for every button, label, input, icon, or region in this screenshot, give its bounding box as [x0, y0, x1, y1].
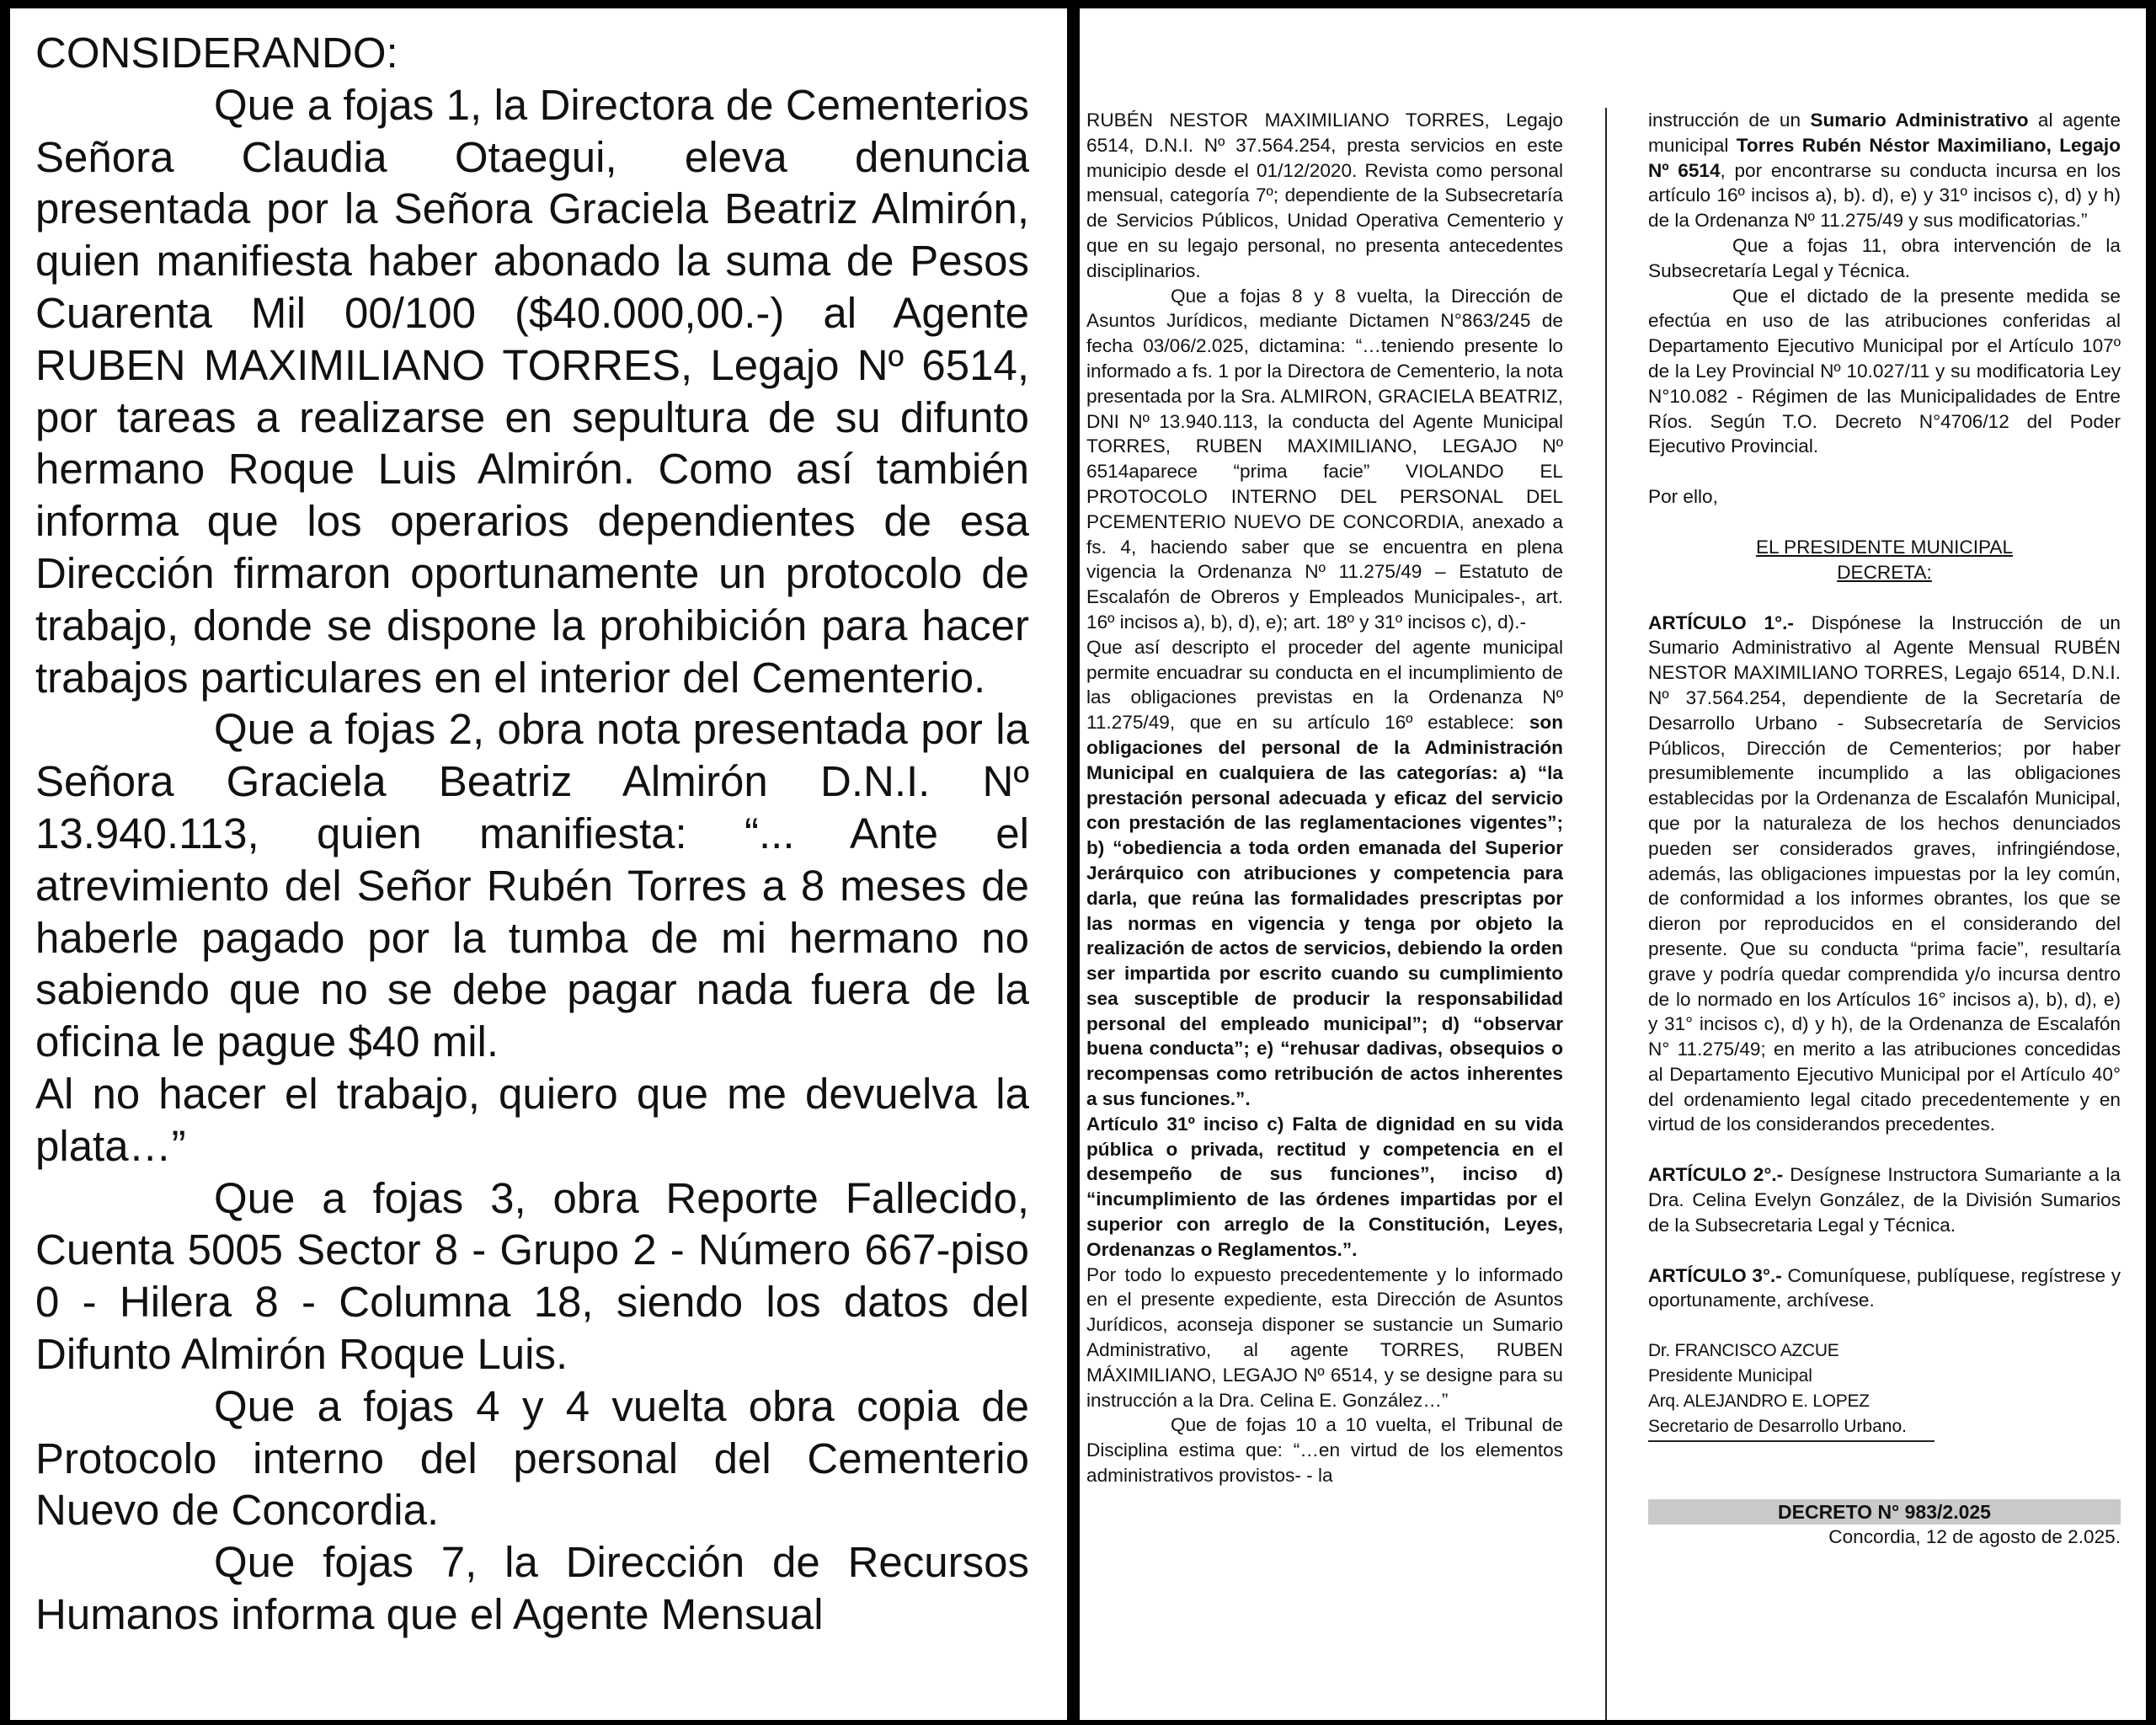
articulo-2-text: Desígnese Instructora Sumariante a la Dra. Celina Evelyn González, de la División Sumarios de la Subsecretaria Legal y Técnica.: [1648, 1164, 2121, 1236]
considerando-section: [35, 27, 1029, 1641]
mid-paragraph-3-bold: son obligaciones del personal de la Administración Municipal en cualquiera de las categorías: a) “la prestación personal adecuada y eficaz del servicio con prestación de las reglamentaciones vigentes”; b) “obediencia a toda orden emanada del Superior Jerárquico con atribuciones y competencia para darla, que reúna las formalidades prescriptas por las normas en vigencia y tenga por objeto la realización de actos de servicios, debiendo la orden ser impartida por escrito cuando su cumplimiento sea susceptible de producir la responsabilidad personal del empleado municipal”; d) “observar buena conducta”; e) “rehusar dadivas, obsequios o recompensas como retribución de actos inherentes a sus funciones.”.: [1086, 712, 1563, 1110]
articulo-1: [1648, 611, 2121, 1138]
considerando-paragraph-1: Que a fojas 1, la Directora de Cementerios Señora Claudia Otaegui, eleva denuncia presentada por la Señora Graciela Beatriz Almirón, quien manifiesta haber abonado la suma de Pesos Cuarenta Mil 00/100 ($40.000,00.-) al Agente RUBEN MAXIMILIANO TORRES, Legajo Nº 6514, por tareas a realizarse en sepultura de su difunto hermano Roque Luis Almirón. Como así también informa que los operarios dependientes de esa Dirección firmaron oportunamente un protocolo de trabajo, donde se dispone la prohibición para hacer trabajos particulares en el interior del Cementerio.: [35, 80, 1029, 702]
articulo-1-label: ARTÍCULO 1°.-: [1648, 611, 1794, 633]
considerando-paragraph-2: Que a fojas 2, obra nota presentada por la Señora Graciela Beatriz Almirón D.N.I. Nº 13.940.113, quien manifiesta: “... Ante el atrevimiento del Señor Rubén Torres a 8 meses de haberle pagado por la tumba de mi hermano no sabiendo que no se debe pagar nada fuera de la oficina le pague $40 mil.: [35, 705, 1029, 1066]
mid-paragraph-5: Por todo lo expuesto precedentemente y lo informado en el presente expediente, esta Dirección de Asuntos Jurídicos, aconseja disponer se sustancie un Sumario Administrativo, al agente TORRES, RUBEN MÁXIMILIANO, LEGAJO Nº 6514, y se designe para su instrucción a la Dra. Celina E. González…”: [1086, 1263, 1563, 1411]
column-divider: [1605, 108, 1607, 1720]
decree-number: DECRETO N° 983/2.025: [1648, 1499, 2121, 1525]
considerando-quote-end: Al no hacer el trabajo, quiero que me devuelva la plata…”: [35, 1069, 1029, 1170]
signature-2-role: Secretario de Desarrollo Urbano.: [1648, 1416, 1907, 1436]
por-ello: Por ello,: [1648, 486, 1718, 508]
mid-paragraph-6: Que de fojas 10 a 10 vuelta, el Tribunal de Disciplina estima que: “…en virtud de los elementos administrativos provistos- - la: [1086, 1414, 1563, 1487]
right-paragraph-3: Que el dictado de la presente medida se efectúa en uso de las atribuciones conferidas al Departamento Ejecutivo Municipal por el Artículo 107º de la Ley Provincial Nº 10.027/11 y su modificatoria Ley N°10.082 - Régimen de las Municipalidades de Entre Ríos. Según T.O. Decreto N°4706/12 del Poder Ejecutivo Provincial.: [1648, 285, 2121, 457]
articulo-3-text: Comuníquese, publíquese, regístrese y oportunamente, archívese.: [1648, 1264, 2121, 1311]
articulo-3: [1648, 1263, 2121, 1314]
right-page: [1080, 8, 2146, 1720]
right-p1-bold-b: Sumario Administrativo: [1810, 109, 2029, 131]
presidente-heading: EL PRESIDENTE MUNICIPAL: [1755, 536, 2014, 558]
articulo-2: [1648, 1162, 2121, 1237]
right-p1-bold-d: Torres Rubén Néstor Maximiliano, Legajo Nº 6514: [1648, 134, 2121, 181]
decreta-heading: DECRETA:: [1837, 561, 1932, 583]
articulo-3-label: ARTÍCULO 3°.-: [1648, 1264, 1782, 1286]
considerando-paragraph-4: Que a fojas 4 y 4 vuelta obra copia de Protocolo interno del personal del Cementerio Nuevo de Concordia.: [35, 1381, 1029, 1535]
right-paragraph-2: Que a fojas 11, obra intervención de la Subsecretaría Legal y Técnica.: [1648, 234, 2121, 281]
right-paragraph-1: [1648, 108, 2121, 233]
right-p1-text-c: al agente municipal: [1648, 109, 2121, 156]
left-page: [10, 8, 1067, 1720]
mid-paragraph-1: RUBÉN NESTOR MAXIMILIANO TORRES, Legajo 6514, D.N.I. Nº 37.564.254, presta servicios en este municipio desde el 01/12/2020. Revista como personal mensual, categoría 7º; dependiente de la Subsecretaría de Servicios Públicos, Unidad Operativa Cementerio y que en su legajo personal, no presenta antecedentes disciplinarios.: [1086, 109, 1563, 281]
middle-column: [1086, 108, 1563, 1488]
right-p1-text-a: instrucción de un: [1648, 109, 1811, 131]
signature-1-name: Dr. FRANCISCO AZCUE: [1648, 1341, 1839, 1361]
articulo-31-text: Artículo 31º inciso c) Falta de dignidad en su vida pública o privada, rectitud y competencia en el desempeño de sus funciones”, inciso d) “incumplimiento de las órdenes impartidas por el superior con arreglo de la Constitución, Leyes, Ordenanzas o Reglamentos.”.: [1086, 1113, 1563, 1260]
signatures: [1648, 1338, 2121, 1442]
right-p1-text-e: , por encontrarse su conducta incursa en los artículo 16º incisos a), b). d), e) y 31º incisos c), d) y h) de la Ordenanza Nº 11.275/49 y sus modificatorias.”: [1648, 159, 2121, 232]
articulo-2-label: ARTÍCULO 2°.-: [1648, 1164, 1784, 1186]
right-column: [1648, 108, 2121, 1550]
considerando-paragraph-3: Que a fojas 3, obra Reporte Fallecido, Cuenta 5005 Sector 8 - Grupo 2 - Número 667-piso 0 - Hilera 8 - Columna 18, siendo los datos del Difunto Almirón Roque Luis.: [35, 1173, 1029, 1378]
signature-2-name: Arq. ALEJANDRO E. LOPEZ: [1648, 1391, 1870, 1411]
mid-paragraph-3: [1086, 635, 1563, 1112]
articulo-1-text: Dispónese la Instrucción de un Sumario Administrativo al Agente Mensual RUBÉN NESTOR MAXIMILIANO TORRES, Legajo 6514, D.N.I. Nº 37.564.254, dependiente de la Secretaría de Desarrollo Urbano - Subsecretaría de Servicios Públicos, Dirección de Cementerios; por haber presumiblemente incumplido a las obligaciones establecidas por la Ordenanza de Escalafón Municipal, que por la naturaleza de los hechos denunciados pueden ser considerados graves, infringiéndose, además, las obligaciones impuestas por la ley común, de conformidad a los informes obrantes, los que se dieron por reproducidos en el considerando del presente. Que su conducta “prima facie”, resultaría grave y podría quedar comprendida y/o incursa dentro de lo normado en los Artículos 16° incisos a), b), d), e) y 31° incisos c), d) y h), de la Ordenanza de Escalafón N° 11.275/49; en merito a las atribuciones concedidas al Departamento Ejecutivo Municipal por el Artículo 40° del ordenamiento legal citado precedentemente y en virtud de los considerandos precedentes.: [1648, 611, 2121, 1135]
mid-paragraph-4: [1086, 1112, 1563, 1263]
signature-1-role: Presidente Municipal: [1648, 1366, 1812, 1386]
decree-date: Concordia, 12 de agosto de 2.025.: [1828, 1526, 2121, 1548]
considerando-paragraph-5: Que fojas 7, la Dirección de Recursos Humanos informa que el Agente Mensual: [35, 1538, 1029, 1638]
mid-paragraph-2: Que a fojas 8 y 8 vuelta, la Dirección de Asuntos Jurídicos, mediante Dictamen N°863/245 de fecha 03/06/2.025, dictamina: “…teniendo presente lo informado a fs. 1 por la Directora de Cementerio, la nota presentada por la Sra. ALMIRON, GRACIELA BEATRIZ, DNI Nº 13.940.113, la conducta del Agente Municipal TORRES, RUBEN MAXIMILIANO, LEGAJO Nº 6514aparece “prima facie” VIOLANDO EL PROTOCOLO INTERNO DEL PERSONAL DEL PCEMENTERIO NUEVO DE CONCORDIA, anexado a fs. 4, haciendo saber que se encuentra en plena vigencia la Ordenanza Nº 11.275/49 – Estatuto de Escalafón de Obreros y Empleados Municipales-, art. 16º incisos a), b), d), e); art. 18º y 31º incisos c), d).-: [1086, 285, 1563, 633]
mid-paragraph-3-text: Que así descripto el proceder del agente municipal permite encuadrar su conducta en el incumplimiento de las obligaciones previstas en la Ordenanza Nº 11.275/49, que en su artículo 16º establece:: [1086, 636, 1563, 734]
signature-rule: [1648, 1440, 1935, 1442]
considerando-heading: CONSIDERANDO:: [35, 29, 398, 77]
